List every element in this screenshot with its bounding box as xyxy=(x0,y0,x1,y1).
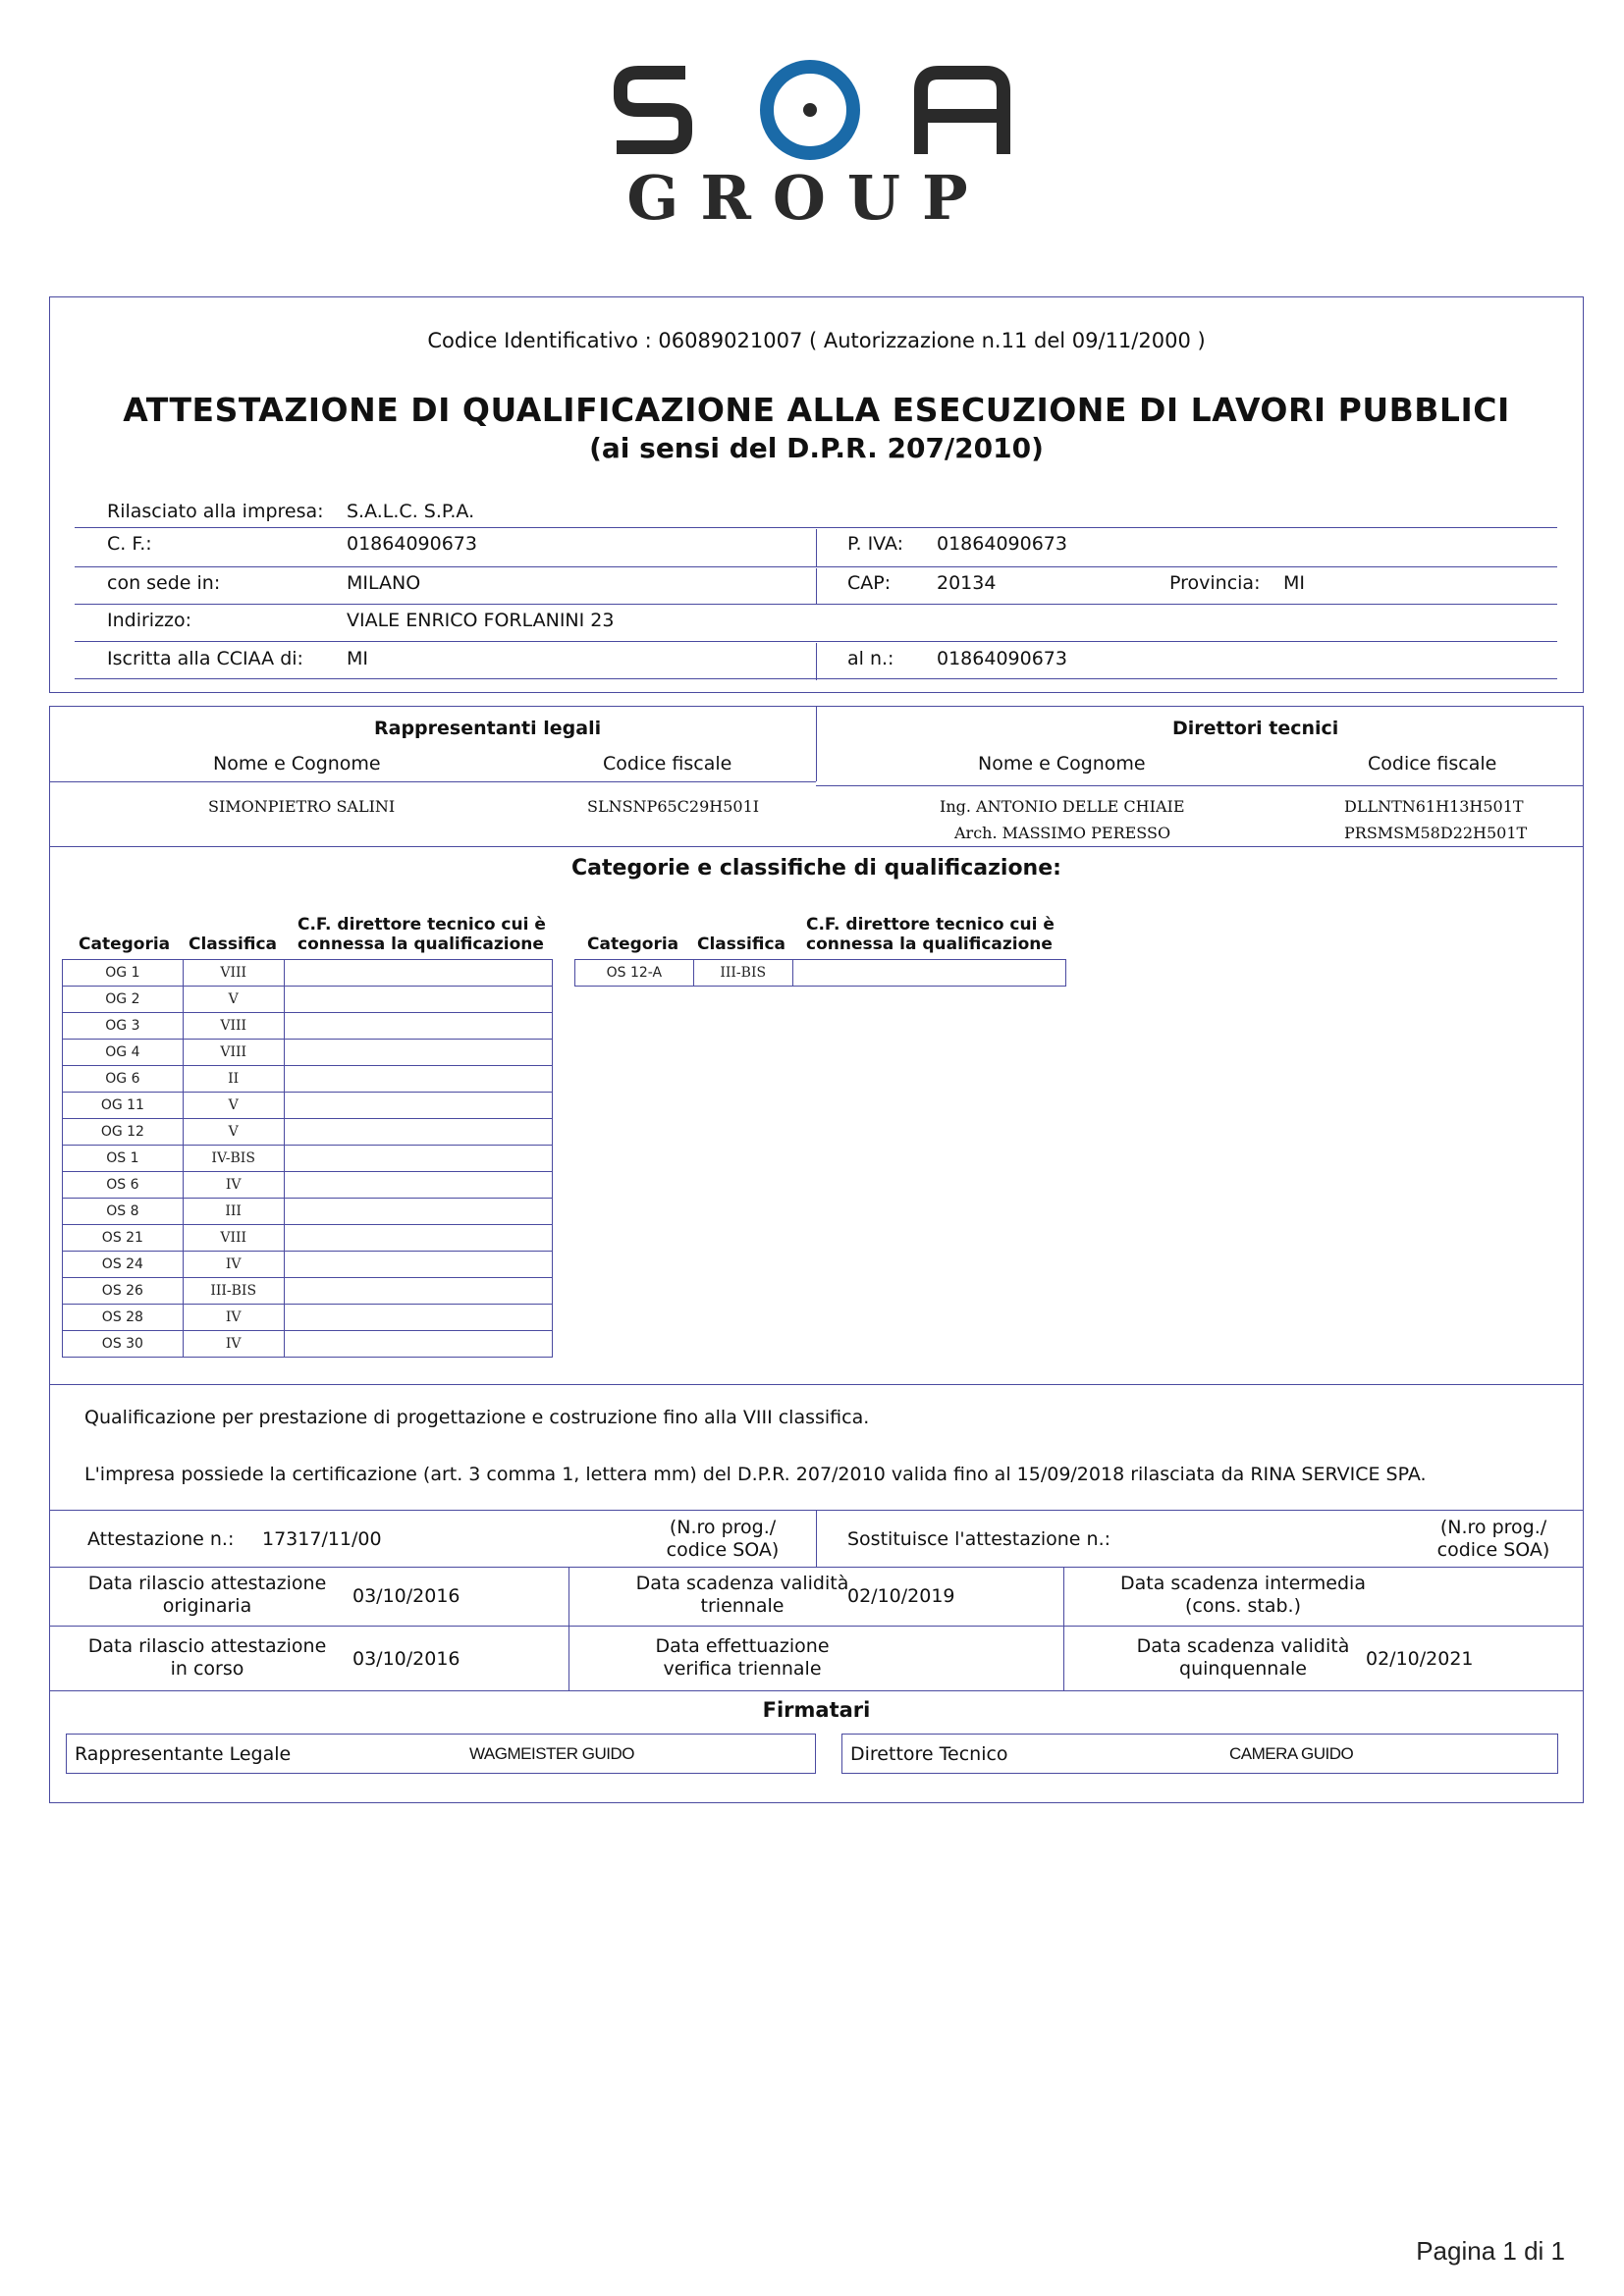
category-code: OG 1 xyxy=(63,960,184,987)
category-class: IV xyxy=(183,1172,284,1199)
categories-title: Categorie e classifiche di qualificazione: xyxy=(571,856,1061,881)
tech-directors-title: Direttori tecnici xyxy=(1172,718,1339,739)
col-cf-header-line2: connessa la qualificazione xyxy=(298,934,544,954)
attestazione-label: Attestazione n.: xyxy=(87,1528,235,1550)
qualification-box xyxy=(49,706,1584,1803)
divider xyxy=(50,1510,1584,1511)
logo-group-text: GROUP xyxy=(626,162,990,234)
category-row xyxy=(63,1119,553,1146)
cf-value: 01864090673 xyxy=(347,533,477,555)
rilasciato-label: Rilasciato alla impresa: xyxy=(107,501,324,522)
legal-signer-label: Rappresentante Legale xyxy=(75,1743,292,1765)
sede-value: MILANO xyxy=(347,572,421,594)
divider xyxy=(75,527,1557,528)
data-verifica-triennale-label-line1: Data effettuazione xyxy=(655,1635,830,1657)
category-code: OS 24 xyxy=(63,1252,184,1278)
cciaa-label: Iscritta alla CCIAA di: xyxy=(107,648,303,669)
category-director-cf xyxy=(284,1305,552,1331)
category-code: OG 11 xyxy=(63,1093,184,1119)
legal-rep-name: SIMONPIETRO SALINI xyxy=(208,797,396,816)
category-row xyxy=(63,960,553,987)
divider xyxy=(50,1567,1584,1568)
legal-rep-cf: SLNSNP65C29H501I xyxy=(587,797,760,816)
divider xyxy=(568,1626,569,1690)
data-scadenza-quinquennale-label-line2: quinquennale xyxy=(1179,1658,1307,1680)
category-class: III-BIS xyxy=(183,1278,284,1305)
data-scadenza-triennale-label-line1: Data scadenza validità xyxy=(635,1573,849,1594)
category-code: OG 3 xyxy=(63,1013,184,1040)
category-row xyxy=(63,1199,553,1225)
category-director-cf xyxy=(284,1013,552,1040)
divider xyxy=(75,566,1557,567)
nro-prog-line1: (N.ro prog./ xyxy=(669,1517,777,1538)
col-classifica-header: Classifica xyxy=(697,934,785,954)
category-row xyxy=(63,1331,553,1358)
category-class: IV-BIS xyxy=(183,1146,284,1172)
category-class: V xyxy=(183,987,284,1013)
category-class: III-BIS xyxy=(693,960,792,987)
category-director-cf xyxy=(284,1066,552,1093)
divider xyxy=(75,641,1557,642)
category-code: OS 1 xyxy=(63,1146,184,1172)
category-code: OS 12-A xyxy=(575,960,694,987)
aln-label: al n.: xyxy=(847,648,894,669)
data-rilascio-originaria-value: 03/10/2016 xyxy=(352,1585,460,1607)
divider xyxy=(75,604,1557,605)
category-code: OS 8 xyxy=(63,1199,184,1225)
tech-director-name: Arch. MASSIMO PERESSO xyxy=(954,824,1171,842)
category-row xyxy=(63,1066,553,1093)
category-director-cf xyxy=(284,987,552,1013)
category-code: OG 4 xyxy=(63,1040,184,1066)
category-code: OS 6 xyxy=(63,1172,184,1199)
category-class: VIII xyxy=(183,1013,284,1040)
soa-letters-logo xyxy=(609,59,1011,162)
data-scadenza-quinquennale-value: 02/10/2021 xyxy=(1366,1648,1474,1670)
data-scadenza-quinquennale-label-line1: Data scadenza validità xyxy=(1136,1635,1350,1657)
category-row xyxy=(63,1093,553,1119)
category-row xyxy=(63,1225,553,1252)
category-code: OS 28 xyxy=(63,1305,184,1331)
category-row xyxy=(63,1040,553,1066)
category-code: OG 12 xyxy=(63,1119,184,1146)
company-header-box xyxy=(49,296,1584,693)
category-director-cf xyxy=(284,1225,552,1252)
legal-reps-title: Rappresentanti legali xyxy=(374,718,602,739)
col-classifica-header: Classifica xyxy=(189,934,277,954)
data-rilascio-in-corso-label-line1: Data rilascio attestazione xyxy=(87,1635,327,1657)
indirizzo-value: VIALE ENRICO FORLANINI 23 xyxy=(347,610,615,631)
category-code: OS 26 xyxy=(63,1278,184,1305)
category-class: VIII xyxy=(183,1225,284,1252)
nro-prog-line2: codice SOA) xyxy=(1436,1539,1550,1561)
category-class: II xyxy=(183,1066,284,1093)
cap-label: CAP: xyxy=(847,572,892,594)
attestazione-value: 17317/11/00 xyxy=(262,1528,382,1550)
data-rilascio-in-corso-label-line2: in corso xyxy=(170,1658,244,1680)
data-verifica-triennale-label-line2: verifica triennale xyxy=(663,1658,822,1680)
tech-signer-name: CAMERA GUIDO xyxy=(1229,1744,1354,1763)
category-row xyxy=(63,1013,553,1040)
divider xyxy=(50,1626,1584,1627)
category-director-cf xyxy=(284,1172,552,1199)
category-director-cf xyxy=(284,960,552,987)
soa-group-logo xyxy=(589,54,1021,234)
data-scadenza-intermedia-label-line1: Data scadenza intermedia xyxy=(1120,1573,1366,1594)
codice-identificativo: Codice Identificativo : 06089021007 ( Autorizzazione n.11 del 09/11/2000 ) xyxy=(427,329,1206,352)
divider xyxy=(75,678,1557,679)
cf-label: C. F.: xyxy=(107,533,152,555)
category-row xyxy=(63,1252,553,1278)
data-scadenza-triennale-value: 02/10/2019 xyxy=(847,1585,955,1607)
category-director-cf xyxy=(284,1040,552,1066)
category-class: VIII xyxy=(183,960,284,987)
category-director-cf xyxy=(792,960,1065,987)
category-class: III xyxy=(183,1199,284,1225)
divider xyxy=(816,707,817,781)
legal-signer-box xyxy=(66,1734,816,1774)
rilasciato-value: S.A.L.C. S.P.A. xyxy=(347,501,475,522)
data-rilascio-originaria-label-line2: originaria xyxy=(162,1595,252,1617)
divider xyxy=(50,1690,1584,1691)
category-row xyxy=(575,960,1066,987)
piva-value: 01864090673 xyxy=(937,533,1067,555)
category-code: OG 6 xyxy=(63,1066,184,1093)
category-class: IV xyxy=(183,1252,284,1278)
category-row xyxy=(63,987,553,1013)
category-director-cf xyxy=(284,1331,552,1358)
tech-director-name: Ing. ANTONIO DELLE CHIAIE xyxy=(940,797,1185,816)
divider xyxy=(816,1510,817,1567)
tech-name-header: Nome e Cognome xyxy=(978,753,1146,774)
category-director-cf xyxy=(284,1199,552,1225)
category-director-cf xyxy=(284,1119,552,1146)
data-scadenza-intermedia-label-line2: (cons. stab.) xyxy=(1184,1595,1301,1617)
col-cf-header-line2: connessa la qualificazione xyxy=(806,934,1053,954)
divider xyxy=(816,643,817,680)
sede-label: con sede in: xyxy=(107,572,221,594)
note-progettazione: Qualificazione per prestazione di progettazione e costruzione fino alla VIII classifica. xyxy=(84,1407,870,1428)
data-rilascio-originaria-label-line1: Data rilascio attestazione xyxy=(87,1573,327,1594)
divider xyxy=(816,785,1584,786)
piva-label: P. IVA: xyxy=(847,533,904,555)
tech-cf-header: Codice fiscale xyxy=(1368,753,1497,774)
cciaa-value: MI xyxy=(347,648,368,669)
col-cf-header-line1: C.F. direttore tecnico cui è xyxy=(806,915,1055,934)
divider xyxy=(568,1567,569,1626)
category-class: IV xyxy=(183,1331,284,1358)
category-code: OG 2 xyxy=(63,987,184,1013)
page-number: Pagina 1 di 1 xyxy=(1416,2236,1565,2266)
col-cf-header-line1: C.F. direttore tecnico cui è xyxy=(298,915,546,934)
nro-prog-line2: codice SOA) xyxy=(666,1539,780,1561)
tech-signer-box xyxy=(841,1734,1558,1774)
document-title: ATTESTAZIONE DI QUALIFICAZIONE ALLA ESECUZIONE DI LAVORI PUBBLICI xyxy=(123,391,1510,429)
tech-signer-label: Direttore Tecnico xyxy=(850,1743,1008,1765)
col-categoria-header: Categoria xyxy=(79,934,171,954)
category-director-cf xyxy=(284,1252,552,1278)
aln-value: 01864090673 xyxy=(937,648,1067,669)
divider xyxy=(1063,1626,1064,1690)
divider xyxy=(50,1384,1584,1385)
divider xyxy=(816,568,817,604)
legal-signer-name: WAGMEISTER GUIDO xyxy=(469,1744,634,1763)
divider xyxy=(1063,1567,1064,1626)
category-class: V xyxy=(183,1093,284,1119)
nro-prog-line1: (N.ro prog./ xyxy=(1439,1517,1547,1538)
category-class: V xyxy=(183,1119,284,1146)
note-certificazione: L'impresa possiede la certificazione (art. 3 comma 1, lettera mm) del D.P.R. 207/2010 valida fino al 15/09/2018 rilasciata da RINA SERVICE SPA. xyxy=(84,1464,1427,1485)
provincia-label: Provincia: xyxy=(1169,572,1261,594)
sostituisce-label: Sostituisce l'attestazione n.: xyxy=(847,1528,1111,1550)
indirizzo-label: Indirizzo: xyxy=(107,610,192,631)
categories-table-right xyxy=(574,959,1066,987)
category-director-cf xyxy=(284,1278,552,1305)
data-scadenza-triennale-label-line2: triennale xyxy=(700,1595,785,1617)
data-rilascio-in-corso-value: 03/10/2016 xyxy=(352,1648,460,1670)
firmatari-title: Firmatari xyxy=(762,1698,871,1722)
category-row xyxy=(63,1172,553,1199)
divider xyxy=(816,529,817,566)
col-categoria-header: Categoria xyxy=(587,934,679,954)
legal-name-header: Nome e Cognome xyxy=(213,753,381,774)
category-director-cf xyxy=(284,1093,552,1119)
legal-cf-header: Codice fiscale xyxy=(603,753,732,774)
category-row xyxy=(63,1305,553,1331)
category-row xyxy=(63,1146,553,1172)
category-code: OS 30 xyxy=(63,1331,184,1358)
tech-director-cf: PRSMSM58D22H501T xyxy=(1344,824,1528,842)
tech-director-cf: DLLNTN61H13H501T xyxy=(1344,797,1524,816)
provincia-value: MI xyxy=(1283,572,1305,594)
category-code: OS 21 xyxy=(63,1225,184,1252)
categories-table-left xyxy=(62,959,553,1358)
cap-value: 20134 xyxy=(937,572,997,594)
category-director-cf xyxy=(284,1146,552,1172)
category-class: VIII xyxy=(183,1040,284,1066)
divider xyxy=(50,781,816,782)
divider xyxy=(50,846,1584,847)
category-class: IV xyxy=(183,1305,284,1331)
document-subtitle: (ai sensi del D.P.R. 207/2010) xyxy=(589,432,1044,464)
category-row xyxy=(63,1278,553,1305)
